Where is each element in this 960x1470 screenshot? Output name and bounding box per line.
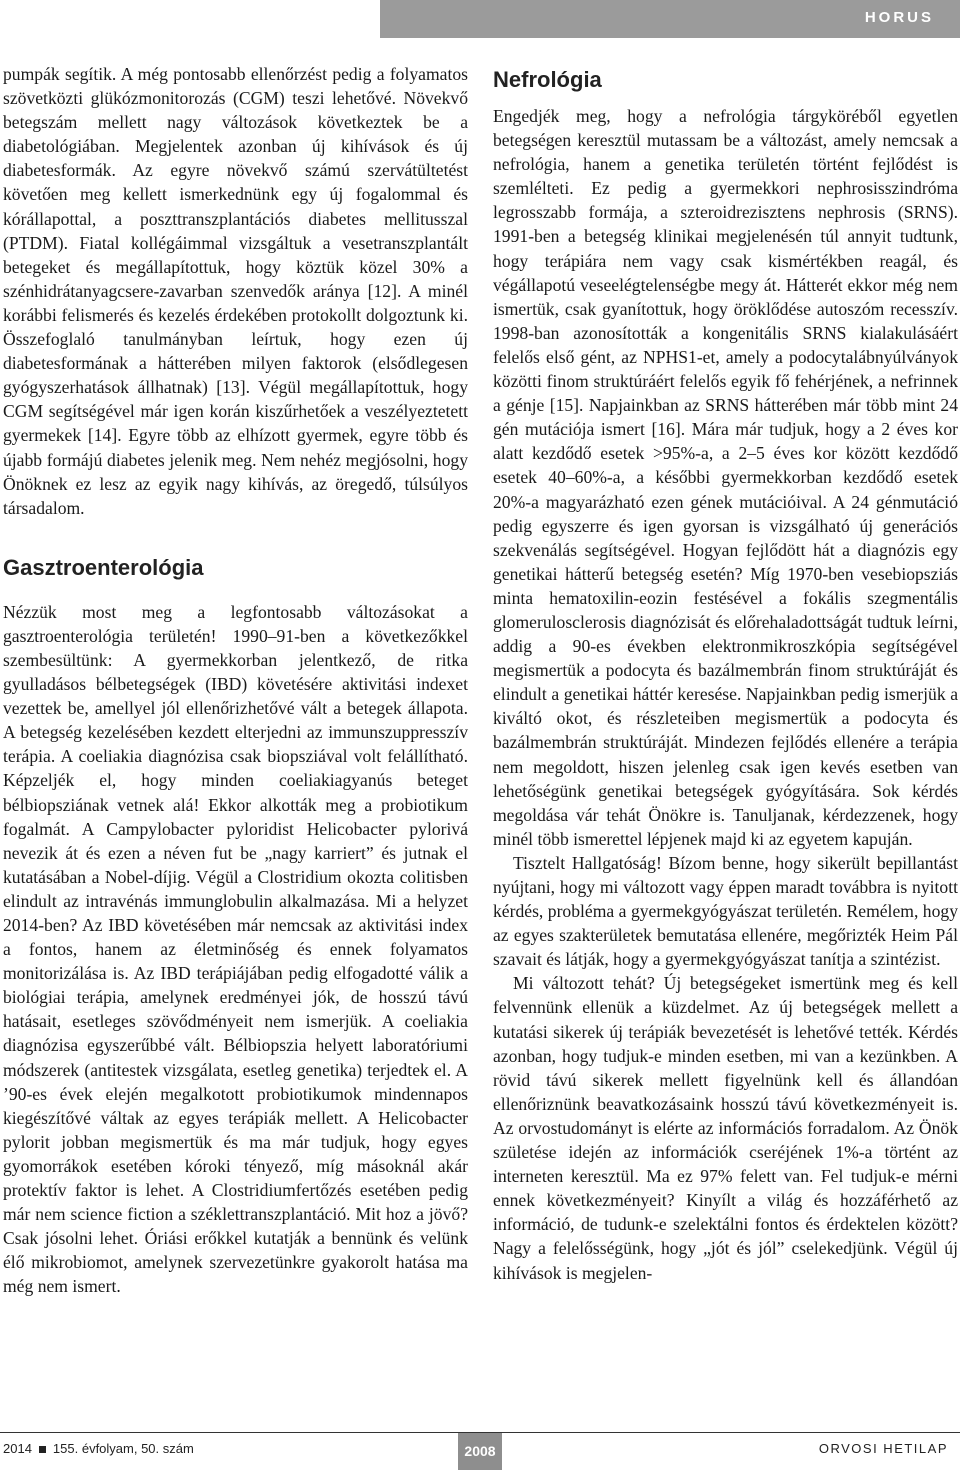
paragraph-nephrology: Engedjék meg, hogy a nefrológia tárgyköréből egyetlen betegségen keresztül mutassam be a változást, amely nemcsak a nefrológia, hanem a genetika területén történt fejlődést is szemlélteti. Ez pedig a gyermekkori nephrosisszindróma legrosszabb formája, a szteroidrezisztens nephrosis (SRNS). 1991-ben a betegség klinikai megjelenésén túl annyit tudtunk, hogy terápiára nem vagy csak kismértékben reagál, és végállapotú veseelégtelenségbe megy át. Hátterét ekkor még nem ismertük, csak gyanítottuk, hogy öröklődése autoszóm recesszív. 1998-ban azonosították a kongenitális SRNS kialakulásáért felelős első gént, az NPHS1-et, amely a podocytalábnyúlványok közötti finom struktúráért felelős egyik fő fehérjének, a nefrinnek a génje [15]. Napjainkban az SRNS hátterében már több mint 24 gén mutációja ismert [16]. Mára már tudjuk, hogy a 2 éves kor alatt kezdődő esetek >95%-a, a 2–5 éves kor között kezdődő esetek 40–60%-a, a későbbi gyermekkorban kezdődő esetek 20%-a magyarázható ezen gének mutációival. A 24 génmutáció pedig egyszerre és igen gyorsan is vizsgálható új generációs szekvenálás segítségével. Hogyan fejlődött hát a diagnózis egy genetikai hátterű betegség esetén? Míg 1970-ben vesebiopsziás minta hematoxilin-eozin festésével a fokális szegmentális glomerulosclerosis diagnózisát és előrehaladottságát tudtuk leírni, addig a 90-es években elektronmikroszkópia segítségével megismertük a podocyta és bazálmembrán finom struktúráját és elindult a genetikai háttér keresése. Napjainkban pedig ismerjük a kiváltó okot, és részleteiben megismertük a podocyta és bazálmembrán struktúráját. Mindezen fejlődés ellenére a terápia nem megoldott, hiszen jelenleg csak igen kevés esetben van lehetőségünk genetikai betegségek gyógyítására. Sok kérdés megoldása vár tehát Önökre is. Tanuljanak, kérdezzenek, hogy minél több ismerettel lépjenek majd ki az egyetem kapuján. <box>493 106 958 849</box>
heading-nephrology: Nefrológia <box>493 67 602 92</box>
paragraph-gastroenterology: Nézzük most meg a legfontosabb változásokat a gasztroenterológia területén! 1990–91-ben a következőkkel szembesültünk: A gyermekkorban jelentkező, de ritka gyulladásos bélbetegségek (IBD) követésére aktivitási indexet vezettek be, amellyel jól ellenőrizhetővé vált a betegek állapota. A betegség kezelésében kezdett elterjedni az immunszuppresszív terápia. A coeliakia diagnózisa csak biopsziával volt felállítható. Képzeljék el, hogy minden coeliakiagyanús beteget bélbiopsziának vetnek alá! Ekkor alkották meg a probiotikum fogalmát. A Campylobacter pyloridist Helicobacter pylorivá nevezik át és ezen a néven fut be „nagy karriert” és jutnak el kutatásában a Nobel-díjig. Végül a Clostridium okozta colitisben elindult az intravénás immunglobulin alkalmazása. Mi a helyzet 2014-ben? Az IBD követésében már nemcsak az aktivitási index a fontos, hanem az életminőség és ennek folyamatos monitorizálása is. Az IBD terápiájában pedig elfogadotté válik a biológiai terápia, amelynek eredményei jók, de hosszú távú hatásait, esetleges szövődményeit nem ismerjük. A coeliakia diagnózisa egyszerűbbé vált. Bélbiopszia helyett laboratóriumi módszerek (antitestek vizsgálata, esetleg genetika) terjedtek el. A ’90-es évek elején megalkotott probiotikumok mindennapos kiegészítővé váltak az egyes terápiák mellett. A Helicobacter pylorit jobban megismertük és ma már tudjuk, hogy egyes gyomorrákok esetében kóroki tényező, míg másoknál akár protektív faktor is lehet. A Clostridiumfertőzés esetében pedig már nem science fiction a széklettranszplantáció. Mit hoz a jövő? Csak jósolni lehet. Óriási erőkkel kutatják a bennünk és velünk élő mikrobiomot, amelynek szervezetünkre gyakorolt hatása ma még nem ismert. <box>3 601 468 1297</box>
footer-issue-info <box>3 1441 194 1456</box>
footer-volume: 155. évfolyam, 50. szám <box>52 1441 194 1456</box>
paragraph-diabetology: pumpák segítik. A még pontosabb ellenőrzést pedig a folyamatos szövetközti glükózmonitorozás (CGM) teszi lehetővé. Növekvő betegszám mellett nagy változások következtek be a diabetológiában. Megjelentek azonban új kihívások és új diabetesformák. Az egyre növekvő számú szervátültetést követően meg kellett ismerkednünk egy új fogalommal és kórállapottal, a poszttranszplantációs diabetes mellitusszal (PTDM). Fiatal kollégáimmal vizsgáltuk a vesetranszplantált betegeket és megállapítottuk, hogy köztük közel 30% a szénhidrátanyagcsere-zavarban szenvedők aránya [12]. A minél korábbi felismerés és kezelés érdekében protokollt dolgoztunk ki. Összefoglaló tanulmányban leírtuk, hogy ezen új diabetesformának a hátterében milyen faktorok (elsődlegesen gyógyszerhatások állhatnak) [13]. Végül megállapítottuk, hogy CGM segítségével már igen korán kiszűrhetőek a veszélyeztetett gyermekek [14]. Egyre több az elhízott gyermek, egyre több és újabb formájú diabetes jelenik meg. Nem nehéz megjósolni, hogy Önöknek ez lesz az egyik nagy kihívás, az öregedő, túlsúlyos társadalom. <box>3 64 468 518</box>
paragraph-what-changed: Mi változott tehát? Új betegségeket ismertünk meg és kell felvennünk ellenük a küzdelmet. Az új betegségek mellett a kutatási sikerek új terápiák bevezetését is lehetővé tették. Kérdés azonban, hogy tudjuk-e minden esetben, mi van a kezünkben. A rövid távú sikerek mellett figyelnünk kell és állandóan ellenőriznünk beavatkozásaink hosszú távú következményeit is. Az orvostudományt is elérte az információs forradalom. Az Önök születése idején az információk cseréjének 1%-a történt az interneten keresztül. Ma ez 97% felett van. Fel tudjuk-e mérni ennek következményeit? Kinyílt a világ és hozzáférhető az információ, de tudunk-e szelektálni fontos és érdektelen között? Nagy a felelősségünk, hogy „jót és jól” cselekedjünk. Végül új kihívások is megjelen- <box>493 973 958 1283</box>
page-number: 2008 <box>458 1433 502 1470</box>
square-bullet-icon <box>39 1446 46 1453</box>
header-band <box>380 0 960 38</box>
left-column <box>3 62 468 1299</box>
footer-year: 2014 <box>3 1441 32 1456</box>
journal-name: ORVOSI HETILAP <box>818 1441 948 1456</box>
paragraph-audience: Tisztelt Hallgatóság! Bízom benne, hogy sikerült bepillantást nyújtani, hogy mi változott vagy éppen maradt továbbra is nyitott kérdés, probléma a gyermekgyógyászat területén. Remélem, hogy az egyes szakterületek bemutatása ellenére, megőrizték Heim Pál szavait és látják, hogy a gyermekgyógyászat tanítja a szintézist. <box>493 852 958 970</box>
right-column <box>493 66 958 1285</box>
heading-gastroenterology: Gasztroenterológia <box>3 554 204 580</box>
section-label: HORUS <box>864 9 934 26</box>
